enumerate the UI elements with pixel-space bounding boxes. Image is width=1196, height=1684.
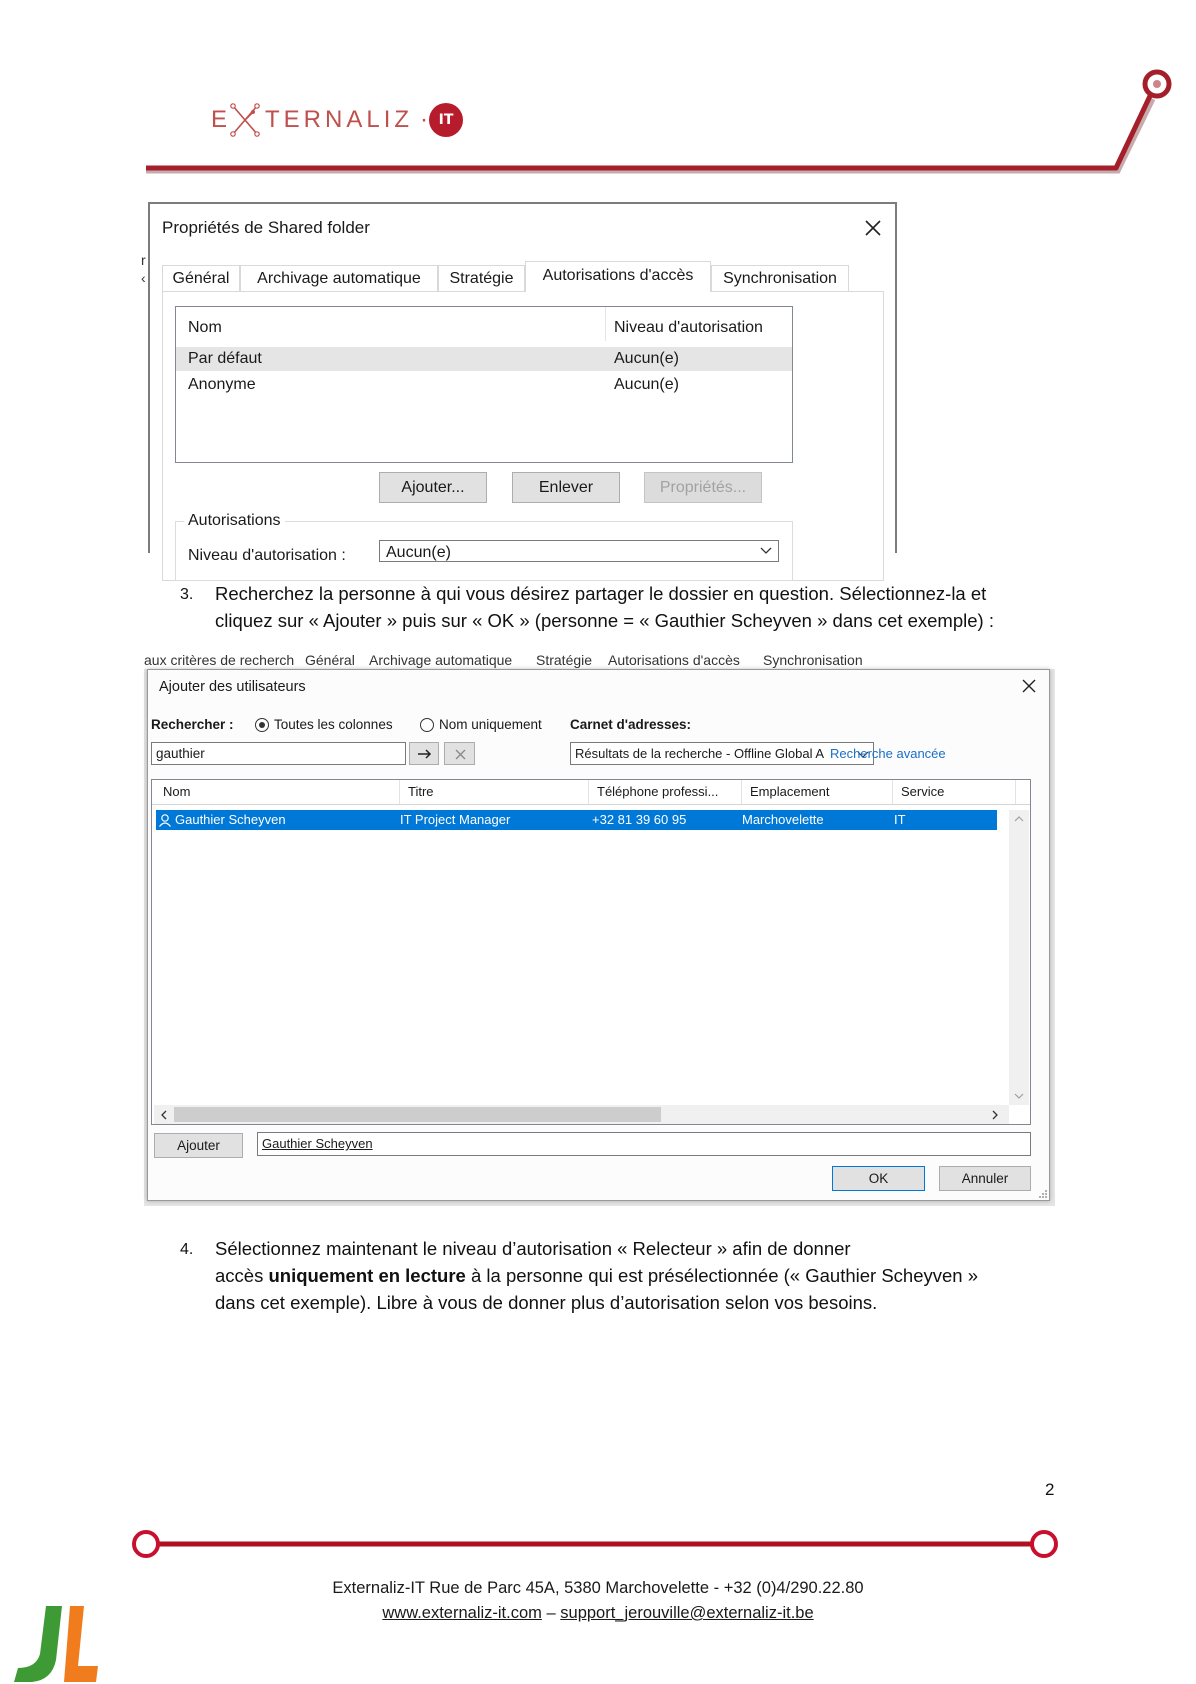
- cancel-button[interactable]: Annuler: [939, 1166, 1031, 1191]
- column-header-title[interactable]: Titre: [408, 784, 434, 799]
- background-fragment: Stratégie: [536, 652, 593, 668]
- close-icon: [1020, 677, 1038, 695]
- logo-wordmark: TERNALIZ: [265, 106, 414, 133]
- chevron-left-icon[interactable]: [160, 1110, 168, 1120]
- person-icon: [158, 813, 172, 827]
- cell-service: IT: [894, 812, 906, 827]
- properties-button[interactable]: Propriétés...: [644, 472, 762, 503]
- search-label: Rechercher :: [151, 717, 234, 732]
- cell-name: Gauthier Scheyven: [175, 812, 286, 827]
- step-text-emphasis: uniquement en lecture: [268, 1265, 466, 1286]
- logo-letter-e: E: [211, 106, 228, 133]
- logo-x-network-icon: [229, 103, 261, 137]
- address-book-value-clip: [571, 743, 853, 764]
- header-rule: [0, 0, 1190, 200]
- ok-button[interactable]: OK: [832, 1166, 925, 1191]
- email-link[interactable]: support_jerouville@externaliz-it.be: [560, 1604, 814, 1622]
- dialog-title: Propriétés de Shared folder: [162, 218, 370, 237]
- column-header-service[interactable]: Service: [901, 784, 945, 799]
- step-text-part: accès: [215, 1265, 269, 1286]
- chevron-up-icon[interactable]: [1014, 815, 1024, 823]
- radio-all-columns-label[interactable]: Toutes les colonnes: [274, 717, 393, 732]
- clear-search-button[interactable]: [444, 742, 475, 765]
- table-row[interactable]: [156, 810, 997, 830]
- permission-user-name: Par défaut: [188, 350, 262, 367]
- resize-grip-icon[interactable]: [1037, 1188, 1048, 1199]
- search-input-value: gauthier: [156, 746, 205, 761]
- column-divider: [399, 780, 400, 804]
- background-fragment: Général: [305, 652, 355, 668]
- cell-location: Marchovelette: [742, 812, 824, 827]
- column-divider: [605, 307, 606, 341]
- remove-button[interactable]: Enlever: [512, 472, 620, 503]
- address-book-value: Résultats de la recherche - Offline Global A: [575, 746, 825, 761]
- step-text-line: Recherchez la personne à qui vous désirez partager le dossier en question. Sélectionnez-la et: [215, 583, 987, 604]
- background-fragment: Archivage automatique: [369, 652, 513, 668]
- radio-name-only[interactable]: [420, 718, 434, 732]
- step-number: 3.: [180, 586, 194, 603]
- permission-level: Aucun(e): [614, 376, 679, 393]
- column-header-name[interactable]: Nom: [163, 784, 191, 799]
- step-text-part: à la personne qui est présélectionnée (« Gauthier Scheyven »: [465, 1265, 978, 1286]
- chevron-right-icon[interactable]: [991, 1110, 999, 1120]
- column-divider: [588, 780, 589, 804]
- column-header-phone[interactable]: Téléphone professi...: [597, 784, 719, 799]
- add-recipient-button[interactable]: Ajouter: [154, 1133, 243, 1158]
- logo-dot: ·: [420, 106, 428, 133]
- permission-level-dropdown[interactable]: [379, 540, 779, 562]
- background-window-strip: [144, 652, 1055, 669]
- brand-logo: [211, 100, 471, 140]
- step-text-line: Sélectionnez maintenant le niveau d’autorisation « Relecteur » afin de donner: [215, 1238, 851, 1259]
- selected-recipients-field[interactable]: [257, 1132, 1031, 1156]
- close-icon: [861, 216, 885, 240]
- footer-rule: [0, 1524, 1190, 1564]
- logo-badge-text: IT: [438, 112, 454, 128]
- website-link[interactable]: www.externaliz-it.com: [382, 1604, 542, 1622]
- step-number: 4.: [180, 1241, 194, 1258]
- background-fragment: Autorisations d'accès: [608, 652, 740, 668]
- shared-folder-properties-dialog: [148, 202, 897, 564]
- list-item[interactable]: [176, 347, 792, 371]
- add-users-screenshot: [144, 652, 1055, 1206]
- clear-icon: [455, 749, 466, 760]
- close-button[interactable]: [1020, 677, 1038, 695]
- column-header-name[interactable]: Nom: [188, 319, 222, 336]
- permissions-list[interactable]: [175, 306, 793, 463]
- footer-separator: –: [541, 1604, 561, 1622]
- list-item[interactable]: [176, 373, 792, 397]
- column-divider: [892, 780, 893, 804]
- jl-logo: [10, 1602, 100, 1684]
- background-fragment: Synchronisation: [763, 652, 863, 668]
- tab-auto-archive[interactable]: Archivage automatique: [240, 265, 438, 292]
- arrow-right-icon: [417, 749, 433, 759]
- groupbox-label: Autorisations: [184, 511, 285, 531]
- chevron-down-icon: [760, 546, 772, 556]
- tab-policy[interactable]: Stratégie: [438, 265, 525, 292]
- add-button[interactable]: Ajouter...: [379, 472, 487, 503]
- step-text-line: dans cet exemple). Libre à vous de donner plus d’autorisation selon vos besoins.: [215, 1292, 878, 1313]
- tab-access-permissions[interactable]: Autorisations d'accès: [525, 261, 711, 292]
- page-number: 2: [1045, 1480, 1055, 1499]
- background-fragment: aux critères de recherch: [144, 652, 295, 668]
- results-list[interactable]: [151, 779, 1031, 1125]
- advanced-search-link[interactable]: Recherche avancée: [830, 746, 946, 761]
- permission-level: Aucun(e): [614, 350, 679, 367]
- scrollbar-thumb[interactable]: [174, 1107, 661, 1122]
- cell-title: IT Project Manager: [400, 812, 511, 827]
- search-go-button[interactable]: [409, 742, 439, 765]
- vertical-scrollbar[interactable]: [1009, 810, 1029, 1105]
- close-button[interactable]: [861, 216, 885, 240]
- tab-synchronization[interactable]: Synchronisation: [711, 265, 849, 292]
- dialog-title: Ajouter des utilisateurs: [159, 679, 306, 695]
- background-fragment: ‹: [141, 270, 146, 286]
- radio-all-columns[interactable]: [255, 718, 269, 732]
- selected-recipient[interactable]: Gauthier Scheyven: [262, 1136, 373, 1151]
- step-text-line: [215, 1264, 978, 1288]
- footer-contact: [0, 1602, 1196, 1624]
- column-header-level[interactable]: Niveau d'autorisation: [614, 319, 763, 336]
- chevron-down-icon[interactable]: [1014, 1092, 1024, 1100]
- horizontal-scrollbar[interactable]: [154, 1105, 1009, 1124]
- permission-level-value: Aucun(e): [386, 544, 451, 561]
- address-book-dropdown[interactable]: [570, 742, 874, 765]
- step-text-line: cliquez sur « Ajouter » puis sur « OK » (personne = « Gauthier Scheyven » dans cet exemple) :: [215, 610, 994, 631]
- background-fragment: r: [141, 252, 146, 268]
- cell-phone: +32 81 39 60 95: [592, 812, 687, 827]
- column-divider: [741, 780, 742, 804]
- logo-it-badge: [429, 103, 463, 137]
- permission-level-label: Niveau d'autorisation :: [188, 547, 346, 564]
- address-book-label: Carnet d'adresses:: [570, 717, 692, 732]
- tab-general[interactable]: Général: [162, 265, 240, 292]
- radio-name-only-label[interactable]: Nom uniquement: [439, 717, 542, 732]
- list-header: [152, 780, 1030, 805]
- column-header-location[interactable]: Emplacement: [750, 784, 830, 799]
- footer-address: Externaliz-IT Rue de Parc 45A, 5380 Marchovelette - +32 (0)4/290.22.80: [332, 1579, 864, 1597]
- search-input[interactable]: [151, 742, 406, 765]
- permission-user-name: Anonyme: [188, 376, 256, 393]
- column-divider: [1015, 780, 1016, 804]
